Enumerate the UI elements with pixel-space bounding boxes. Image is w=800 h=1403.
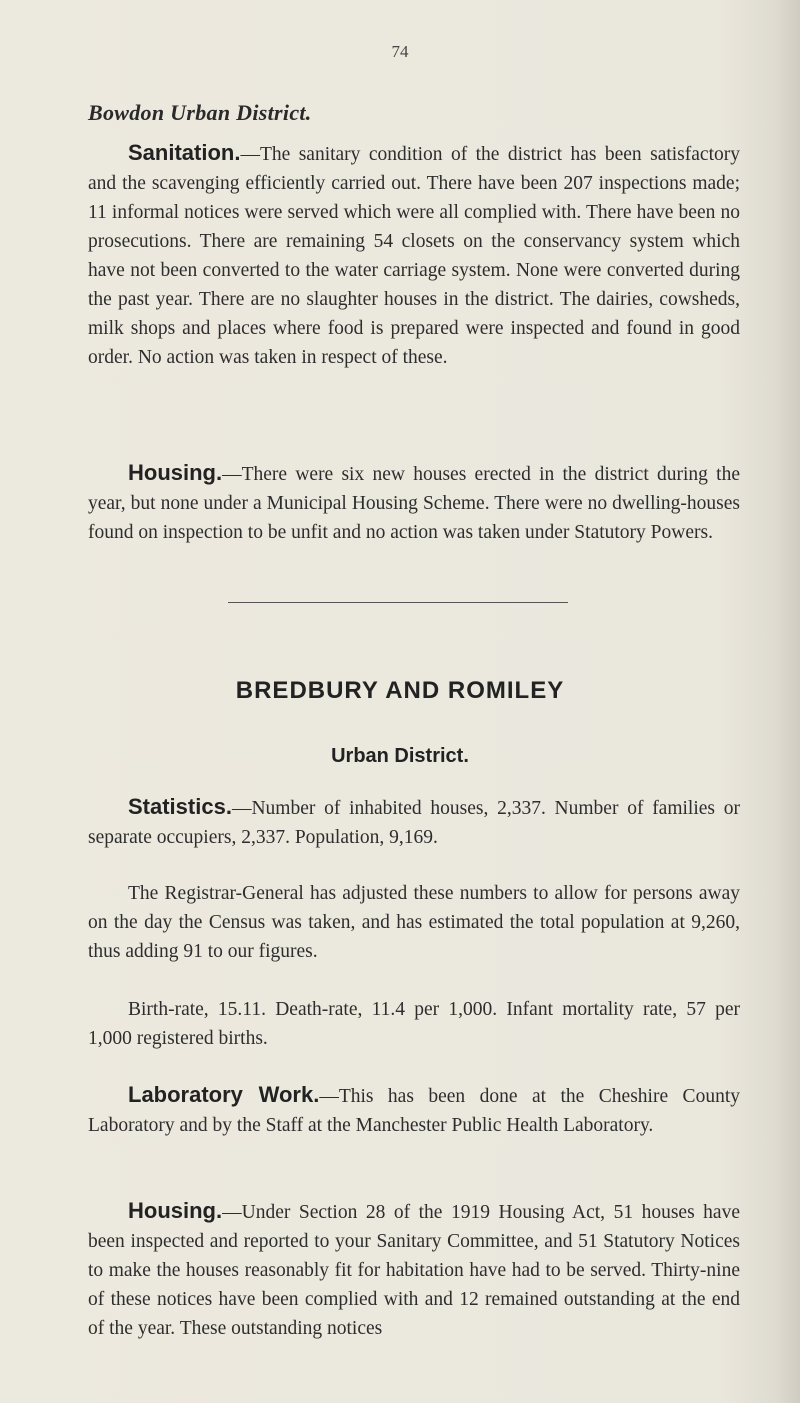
sanitation-paragraph xyxy=(88,138,740,372)
urban-district-subtitle: Urban District. xyxy=(331,745,469,767)
registrar-paragraph: The Registrar-General has adjusted these numbers to allow for persons away on the day the Census was taken, and has estimated the total population at 9,260, thus adding 91 to our figures. xyxy=(88,883,740,962)
laboratory-text: —This has been done at the Cheshire County Laboratory and by the Staff at the Manchester Public Health Laboratory. xyxy=(88,1086,740,1136)
housing-act-paragraph xyxy=(88,1196,740,1343)
rates-paragraph: Birth-rate, 15.11. Death-rate, 11.4 per 1,000. Infant mortality rate, 57 per 1,000 registered births. xyxy=(88,999,740,1049)
housing-act-heading: Housing. xyxy=(128,1198,223,1223)
district-title: Bowdon Urban District. xyxy=(88,100,312,125)
housing-act-text: —Under Section 28 of the 1919 Housing Act, 51 houses have been inspected and reported to your Sanitary Committee, and 51 Statutory Notices to make the houses reasonably fit for habitation have had to be served. Thirty-nine of these notices have been complied with and 12 remained outstanding at the end of the year. These outstanding notices xyxy=(88,1202,740,1339)
section-divider xyxy=(228,602,568,603)
page-number: 74 xyxy=(391,42,409,61)
statistics-text: —Number of inhabited houses, 2,337. Number of families or separate occupiers, 2,337. Population, 9,169. xyxy=(88,798,740,848)
housing-paragraph xyxy=(88,458,740,547)
sanitation-text: —The sanitary condition of the district has been satisfactory and the scavenging efficiently carried out. There have been 207 inspections made; 11 informal notices were served which were all complied with. There have been no prosecutions. There are remaining 54 closets on the conservancy system which have not been converted to the water carriage system. None were converted during the past year. There are no slaughter houses in the district. The dairies, cowsheds, milk shops and places where food is prepared were inspected and found in good order. No action was taken in respect of these. xyxy=(88,144,740,368)
laboratory-paragraph xyxy=(88,1080,740,1140)
laboratory-heading: Laboratory Work. xyxy=(128,1082,320,1107)
statistics-paragraph xyxy=(88,792,740,852)
statistics-heading: Statistics. xyxy=(128,794,232,819)
bredbury-romiley-title: BREDBURY AND ROMILEY xyxy=(235,677,565,704)
housing-heading: Housing. xyxy=(128,460,223,485)
sanitation-heading: Sanitation. xyxy=(128,140,241,165)
housing-text: —There were six new houses erected in the district during the year, but none under a Municipal Housing Scheme. There were no dwelling-houses found on inspection to be unfit and no action was taken under Statutory Powers. xyxy=(88,464,740,543)
